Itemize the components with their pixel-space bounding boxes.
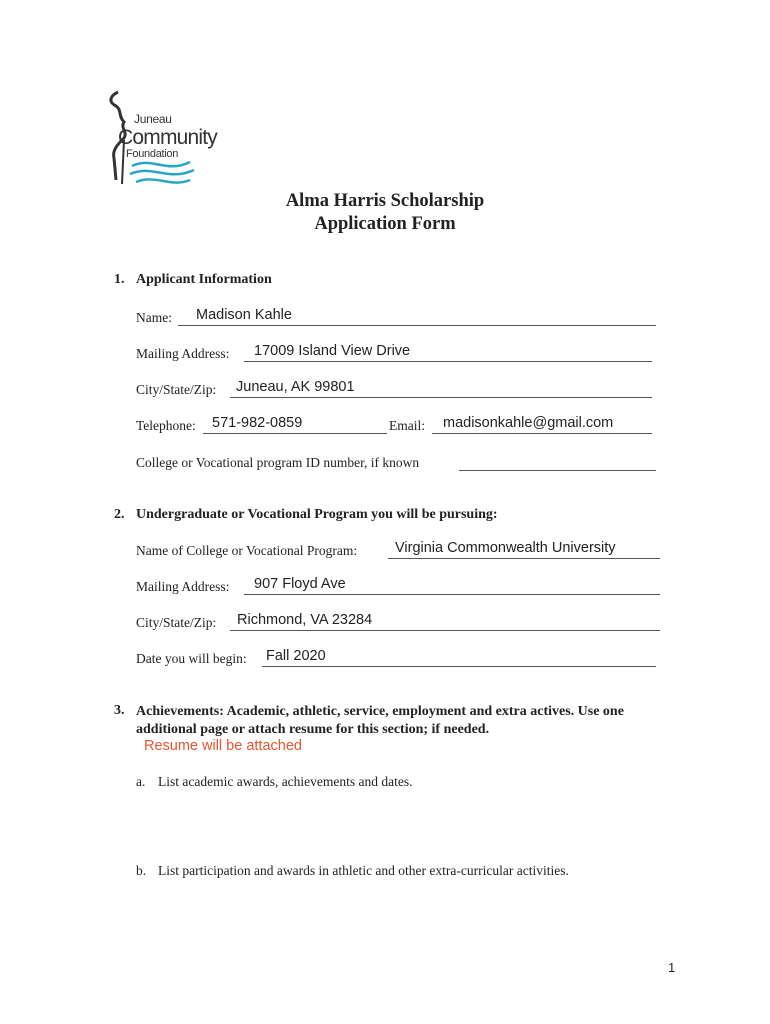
email-label: Email: — [389, 418, 425, 433]
item-b-text: List participation and awards in athletic and other extra-curricular activities. — [158, 863, 569, 878]
section-1-heading — [114, 272, 272, 288]
telephone-value: 571-982-0859 — [212, 415, 303, 431]
college-city-state-zip-label: City/State/Zip: — [136, 615, 217, 630]
section-3-number: 3. — [114, 703, 125, 718]
item-b — [136, 863, 569, 879]
college-name-label: Name of College or Vocational Program: — [136, 543, 358, 558]
name-value: Madison Kahle — [196, 307, 292, 323]
section-2-heading — [114, 507, 498, 523]
city-state-zip-label: City/State/Zip: — [136, 382, 217, 397]
email-value: madisonkahle@gmail.com — [443, 415, 614, 431]
start-date-value: Fall 2020 — [266, 648, 326, 664]
resume-note: Resume will be attached — [144, 738, 302, 754]
logo-text-community: Community — [118, 126, 217, 149]
section-number: 2. — [114, 507, 125, 522]
program-id-field[interactable] — [459, 452, 656, 471]
section-number: 1. — [114, 272, 125, 287]
section-3-heading-line-1: Achievements: Academic, athletic, service, employment and extra actives. Use one — [136, 704, 624, 719]
item-a — [136, 774, 413, 790]
logo-text-juneau: Juneau — [134, 112, 172, 126]
mailing-address-label: Mailing Address: — [136, 346, 230, 361]
city-state-zip-value: Juneau, AK 99801 — [236, 379, 355, 395]
name-label: Name: — [136, 310, 172, 325]
section-3-heading — [136, 703, 676, 739]
form-title: Alma Harris Scholarship — [285, 191, 485, 211]
mailing-address-value: 17009 Island View Drive — [254, 343, 411, 359]
juneau-community-foundation-logo — [104, 88, 234, 188]
section-title: Applicant Information — [136, 272, 272, 287]
college-city-state-zip-value: Richmond, VA 23284 — [237, 612, 373, 628]
section-title: Undergraduate or Vocational Program you will be pursuing: — [136, 507, 498, 522]
college-address-label: Mailing Address: — [136, 579, 230, 594]
form-subtitle: Application Form — [314, 214, 456, 234]
section-3-heading-line-2: additional page or attach resume for this section; if needed. — [136, 722, 490, 737]
program-id-label: College or Vocational program ID number, if known — [136, 455, 420, 470]
start-date-label: Date you will begin: — [136, 651, 247, 666]
logo-text-foundation: Foundation — [126, 148, 179, 160]
item-b-label: b. — [136, 863, 147, 878]
item-a-label: a. — [136, 774, 146, 789]
telephone-label: Telephone: — [136, 418, 196, 433]
college-address-value: 907 Floyd Ave — [254, 576, 346, 592]
page-number: 1 — [668, 960, 676, 975]
college-name-value: Virginia Commonwealth University — [395, 540, 616, 556]
item-a-text: List academic awards, achievements and dates. — [158, 774, 413, 789]
